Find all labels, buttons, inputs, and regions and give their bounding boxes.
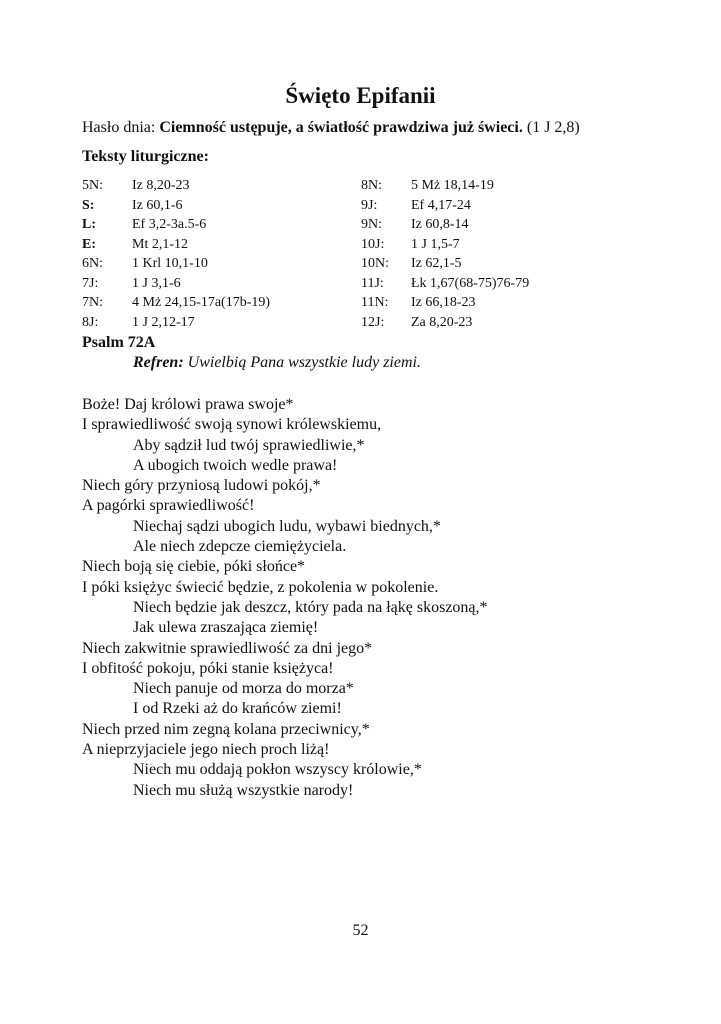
reading-code: E:: [82, 236, 96, 252]
psalm-verse-line: Aby sądził lud twój sprawiedliwie,*: [133, 436, 365, 454]
reading-code: 10J:: [361, 236, 385, 252]
reading-reference: 1 J 2,12-17: [132, 314, 195, 330]
reading-code: 11N:: [361, 295, 389, 310]
reading-code: 8J:: [82, 314, 99, 330]
reading-code: 8N:: [361, 178, 382, 193]
reading-reference: 1 J 1,5-7: [411, 236, 460, 252]
reading-code: 7N:: [82, 295, 103, 310]
psalm-verse-line: Niechaj sądzi ubogich ludu, wybawi biednych,*: [133, 517, 441, 535]
psalm-verse-line: I póki księżyc świecić będzie, z pokolenia w pokolenie.: [82, 578, 439, 596]
reading-reference: 5 Mż 18,14-19: [411, 178, 494, 193]
psalm-verse-line: I obfitość pokoju, póki stanie księżyca!: [82, 659, 334, 677]
reading-reference: Iz 62,1-5: [411, 256, 462, 271]
reading-code: 9J:: [361, 197, 378, 213]
reading-reference: Iz 60,8-14: [411, 217, 469, 232]
reading-reference: Ef 4,17-24: [411, 197, 471, 213]
psalm-verse-line: Niech będzie jak deszcz, który pada na łąkę skoszoną,*: [133, 598, 488, 616]
motto-line: [82, 118, 682, 138]
motto-text: Ciemność ustępuje, a światłość prawdziwa już świeci.: [159, 119, 523, 136]
reading-reference: Ef 3,2-3a.5-6: [132, 217, 207, 232]
reading-reference: Iz 8,20-23: [132, 178, 190, 193]
reading-reference: Za 8,20-23: [411, 314, 473, 330]
motto-reference: (1 J 2,8): [526, 119, 580, 136]
refrain-text: Uwielbią Pana wszystkie ludy ziemi.: [187, 354, 421, 371]
reading-reference: 1 Krl 10,1-10: [132, 256, 208, 271]
reading-reference: Mt 2,1-12: [132, 236, 188, 252]
psalm-refrain: [133, 353, 421, 373]
reading-reference: Łk 1,67(68-75)76-79: [411, 275, 530, 291]
psalm-verse-line: Niech boją się ciebie, póki słońce*: [82, 558, 306, 576]
psalm-title: Psalm 72A: [82, 334, 156, 351]
reading-reference: 4 Mż 24,15-17a(17b-19): [132, 295, 271, 310]
psalm-verse-line: Niech przed nim zegną kolana przeciwnicy,*: [82, 720, 370, 738]
motto-label: Hasło dnia:: [82, 119, 156, 136]
reading-code: 7J:: [82, 275, 99, 291]
reading-code: S:: [82, 197, 95, 213]
psalm-verse-line: I od Rzeki aż do krańców ziemi!: [133, 700, 342, 718]
liturgical-texts-heading: Teksty liturgiczne:: [82, 148, 209, 165]
psalm-verse-line: Jak ulewa zraszająca ziemię!: [133, 619, 319, 637]
reading-reference: Iz 66,18-23: [411, 295, 476, 310]
reading-code: 12J:: [361, 314, 385, 330]
psalm-verse-line: Niech góry przyniosą ludowi pokój,*: [82, 477, 321, 495]
reading-code: 9N:: [361, 217, 382, 232]
page-title: Święto Epifanii: [285, 83, 436, 108]
reading-code: 11J:: [361, 275, 384, 291]
psalm-verse-line: Niech mu służą wszystkie narody!: [133, 781, 354, 799]
reading-reference: Iz 60,1-6: [132, 197, 183, 213]
psalm-verse-line: Niech mu oddają pokłon wszyscy królowie,*: [133, 761, 422, 779]
psalm-verse-line: A pagórki sprawiedliwość!: [82, 497, 255, 515]
reading-code: 6N:: [82, 256, 103, 271]
psalm-verse-line: Niech zakwitnie sprawiedliwość za dni jego*: [82, 639, 373, 657]
psalm-verse-line: Ale niech zdepcze ciemiężyciela.: [133, 538, 347, 556]
reading-code: 10N:: [361, 256, 389, 271]
reading-code: 5N:: [82, 178, 103, 193]
psalm-verse-line: A nieprzyjaciele jego niech proch liżą!: [82, 741, 330, 759]
reading-reference: 1 J 3,1-6: [132, 275, 181, 291]
refrain-label: Refren:: [133, 354, 184, 371]
psalm-verses: [82, 395, 682, 801]
psalm-verse-line: A ubogich twoich wedle prawa!: [133, 456, 338, 474]
reading-code: L:: [82, 217, 96, 232]
psalm-verse-line: I sprawiedliwość swoją synowi królewskiemu,: [82, 416, 382, 434]
psalm-verse-line: Boże! Daj królowi prawa swoje*: [82, 396, 294, 413]
psalm-verse-line: Niech panuje od morza do morza*: [133, 680, 354, 698]
page-number: 52: [352, 922, 369, 939]
